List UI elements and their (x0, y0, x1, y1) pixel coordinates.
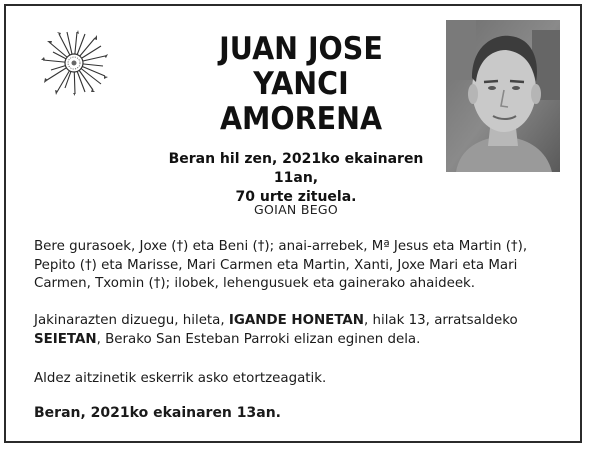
signature-line: Beran, 2021ko ekainaren 13an. (34, 405, 281, 421)
funeral-text-3: , Berako San Esteban Parroki elizan eginen dela. (96, 331, 421, 347)
rest-in-peace: GOIAN BEGO (253, 202, 339, 217)
name-line-2: YANCI (253, 66, 349, 102)
deceased-name (168, 32, 435, 137)
thanks-paragraph: Aldez aitzinetik eskerrik asko etortzeagatik. (34, 371, 327, 386)
funeral-time: SEIETAN (34, 331, 97, 347)
portrait-photo (446, 20, 560, 172)
death-info (146, 150, 446, 207)
funeral-text-1: Jakinarazten dizuegu, hileta, (34, 313, 229, 328)
funeral-paragraph (34, 312, 562, 349)
funeral-text-2: , hilak 13, arratsaldeko (363, 313, 518, 328)
death-date-line: Beran hil zen, 2021ko ekainaren 11an, (168, 151, 424, 186)
age-line: 70 urte zituela. (235, 189, 357, 205)
name-line-1: JUAN JOSE (219, 31, 383, 67)
family-paragraph: Bere gurasoek, Joxe (†) eta Beni (†); anai-arrebek, Mª Jesus eta Martin (†), Pepito (†) eta Marisse, Mari Carmen eta Martin, Xanti, Joxe Mari eta Mari Carmen, Txomin (†); ilobek, lehengusuek eta gainerako ahaideek. (34, 239, 528, 291)
name-line-3: AMORENA (219, 101, 383, 137)
funeral-day: IGANDE HONETAN (228, 313, 364, 328)
eguzkilore-icon (39, 30, 109, 96)
obituary-notice (4, 4, 582, 443)
